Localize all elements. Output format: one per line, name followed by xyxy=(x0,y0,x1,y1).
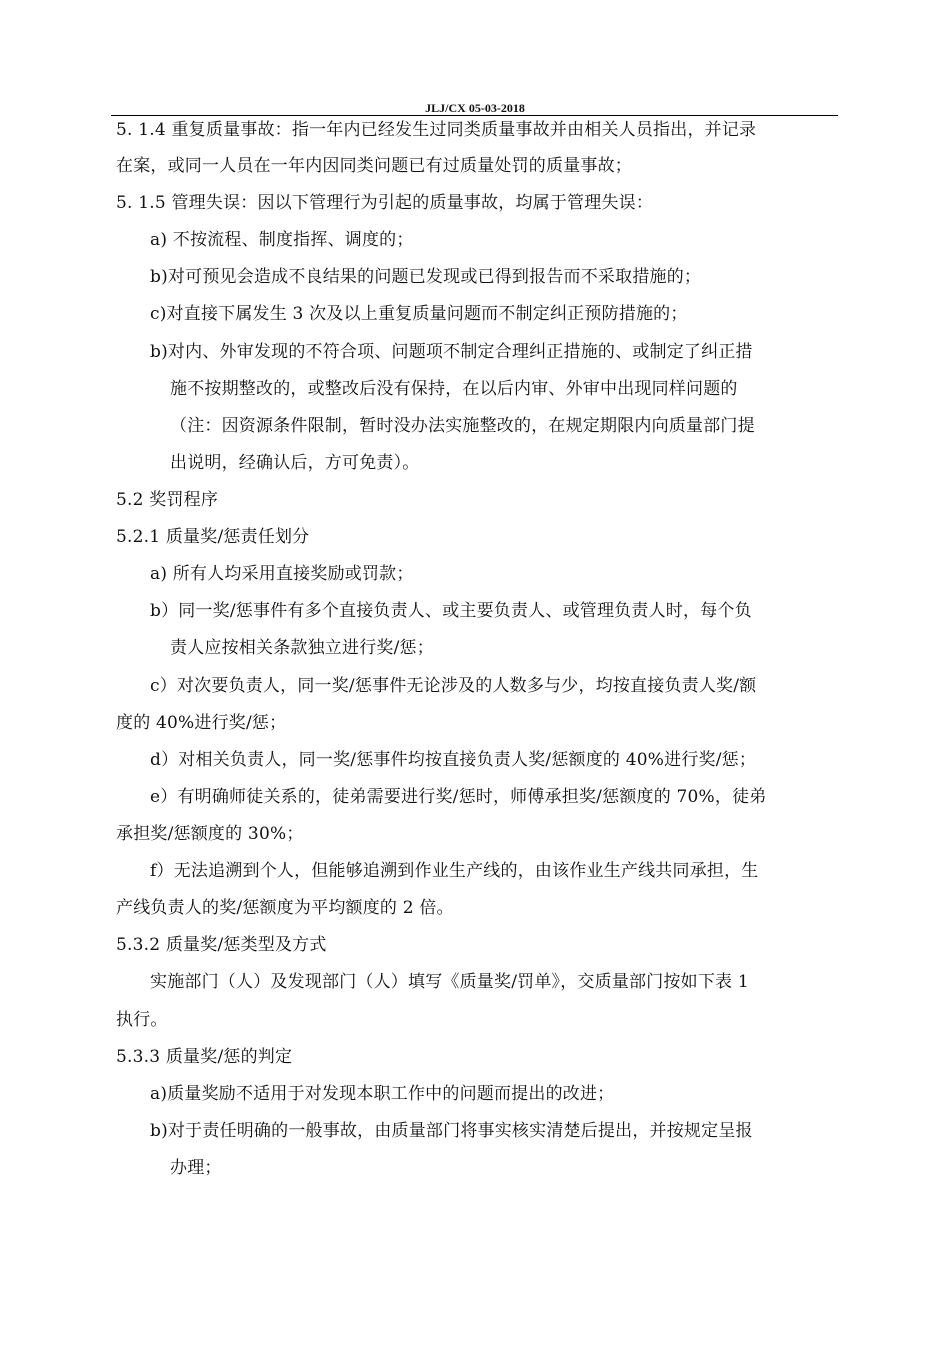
text-line: a)质量奖励不适用于对发现本职工作中的问题而提出的改进； xyxy=(150,1084,615,1104)
text-line: f）无法追溯到个人，但能够追溯到作业生产线的，由该作业生产线共同承担，生 xyxy=(150,861,759,881)
text-line: b)对于责任明确的一般事故，由质量部门将事实核实清楚后提出，并按规定呈报 xyxy=(150,1121,753,1141)
text-line: 度的 40%进行奖/惩； xyxy=(116,713,287,733)
text-line: e）有明确师徒关系的，徒弟需要进行奖/惩时，师傅承担奖/惩额度的 70%，徒弟 xyxy=(150,787,767,807)
text-line: 产线负责人的奖/惩额度为平均额度的 2 倍。 xyxy=(116,898,454,918)
text-line: d）对相关负责人，同一奖/惩事件均按直接负责人奖/惩额度的 40%进行奖/惩； xyxy=(150,750,757,770)
text-line: 5. 1.4 重复质量事故：指一年内已经发生过同类质量事故并由相关人员指出，并记录 xyxy=(116,120,757,140)
text-line: 5. 1.5 管理失误：因以下管理行为引起的质量事故，均属于管理失误： xyxy=(116,193,654,213)
text-line: （注：因资源条件限制，暂时没办法实施整改的，在规定期限内向质量部门提 xyxy=(170,416,755,436)
text-line: 出说明，经确认后，方可免责）。 xyxy=(170,453,420,473)
section-heading: 5.2 奖罚程序 xyxy=(116,490,219,510)
section-heading: 5.3.3 质量奖/惩的判定 xyxy=(116,1047,293,1067)
section-heading: 5.2.1 质量奖/惩责任划分 xyxy=(116,527,310,547)
text-line: c)对直接下属发生 3 次及以上重复质量问题而不制定纠正预防措施的； xyxy=(150,304,688,324)
text-line: 在案，或同一人员在一年内因同类问题已有过质量处罚的质量事故； xyxy=(116,156,632,176)
text-line: a) 不按流程、制度指挥、调度的； xyxy=(150,230,414,250)
text-line: 实施部门（人）及发现部门（人）填写《质量奖/罚单》，交质量部门按如下表 1 xyxy=(150,972,749,992)
section-heading: 5.3.2 质量奖/惩类型及方式 xyxy=(116,935,327,955)
document-code: JLJ/CX 05-03-2018 xyxy=(425,101,525,115)
text-line: c）对次要负责人，同一奖/惩事件无论涉及的人数多与少，均按直接负责人奖/额 xyxy=(150,676,757,696)
text-line: 执行。 xyxy=(116,1010,168,1030)
header-divider xyxy=(111,115,838,116)
text-line: 施不按期整改的，或整改后没有保持，在以后内审、外审中出现同样问题的 xyxy=(170,379,738,399)
text-line: b)对内、外审发现的不符合项、问题项不制定合理纠正措施的、或制定了纠正措 xyxy=(150,342,753,362)
text-line: b)对可预见会造成不良结果的问题已发现或已得到报告而不采取措施的； xyxy=(150,267,702,287)
text-line: 责人应按相关条款独立进行奖/惩； xyxy=(170,638,434,658)
text-line: 办理； xyxy=(170,1158,222,1178)
text-line: a) 所有人均采用直接奖励或罚款； xyxy=(150,564,414,584)
text-line: 承担奖/惩额度的 30%； xyxy=(116,824,304,844)
text-line: b）同一奖/惩事件有多个直接负责人、或主要负责人、或管理负责人时，每个负 xyxy=(150,601,752,621)
